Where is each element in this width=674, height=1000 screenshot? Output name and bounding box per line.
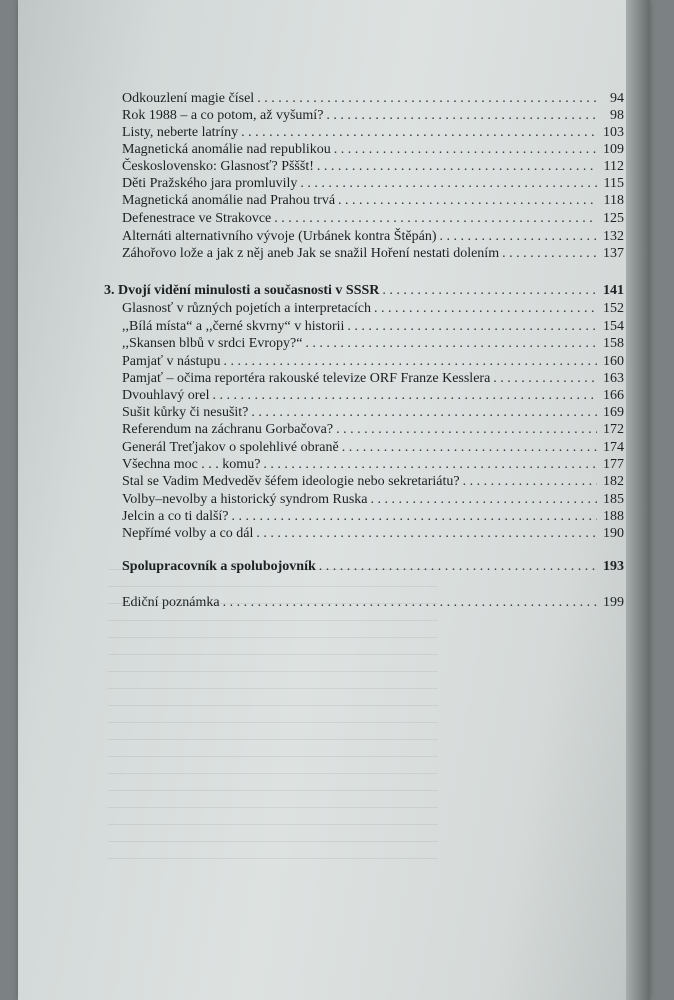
toc-entry-title: Listy, neberte latríny xyxy=(122,125,239,140)
toc-entry-title: Sušit kůrky či nesušit? xyxy=(122,405,249,420)
toc-entry xyxy=(104,508,624,526)
toc-entry-page: 190 xyxy=(603,526,624,541)
dot-leader xyxy=(224,353,597,371)
toc-entry-title: Volby–nevolby a historický syndrom Ruska xyxy=(122,492,368,507)
dot-leader xyxy=(493,370,597,388)
toc-entry xyxy=(104,404,624,422)
toc-entry-title: Jelcin a co ti další? xyxy=(122,509,229,524)
dot-leader xyxy=(274,210,597,228)
dot-leader xyxy=(232,508,597,526)
toc-entry-page: 163 xyxy=(603,371,624,386)
book-page xyxy=(18,0,650,1000)
toc-entry-page: 193 xyxy=(603,559,624,574)
toc-entry xyxy=(104,107,624,125)
toc-entry-page: 182 xyxy=(603,474,624,489)
toc-entry-page: 115 xyxy=(603,176,624,191)
dot-leader xyxy=(334,141,597,159)
toc-entry xyxy=(104,90,624,108)
toc-entry-title: Defenestrace ve Strakovce xyxy=(122,211,272,226)
toc-entry xyxy=(104,228,624,246)
toc-entry-title: Glasnosť v různých pojetích a interpretacích xyxy=(122,301,371,316)
toc-entry-page: 152 xyxy=(603,301,624,316)
toc-entry-page: 109 xyxy=(603,142,624,157)
toc-entry-page: 174 xyxy=(603,440,624,455)
dot-leader xyxy=(326,107,597,125)
toc-entry-title: Všechna moc . . . komu? xyxy=(122,457,261,472)
toc-entry-page: 125 xyxy=(603,211,624,226)
toc-entry xyxy=(104,158,624,176)
dot-leader xyxy=(223,594,597,612)
dot-leader xyxy=(317,158,597,176)
dot-leader xyxy=(256,525,597,543)
toc-entry xyxy=(104,175,624,193)
toc-entry-page: 94 xyxy=(610,91,624,106)
toc-entry-title: Stal se Vadim Medveděv šéfem ideologie nebo sekretariátu? xyxy=(122,474,460,489)
toc-entry-title: Dvouhlavý orel xyxy=(122,388,210,403)
toc-entry-title: Děti Pražského jara promluvily xyxy=(122,176,298,191)
toc-entry-title: Spolupracovník a spolubojovník xyxy=(122,559,316,574)
toc-entry-title: Záhořovo lože a jak z něj aneb Jak se snažil Hoření nestati dolením xyxy=(122,246,500,261)
toc-entry xyxy=(104,387,624,405)
toc-entry xyxy=(104,210,624,228)
toc-entry-page: 166 xyxy=(603,388,624,403)
dot-leader xyxy=(347,318,597,336)
toc-entry-title: Nepřímé volby a co dál xyxy=(122,526,254,541)
toc-entry xyxy=(104,318,624,336)
toc-entry-page: 158 xyxy=(603,336,624,351)
toc-entry xyxy=(104,370,624,388)
toc-entry-page: 112 xyxy=(603,159,624,174)
dot-leader xyxy=(212,387,597,405)
toc-entry xyxy=(104,192,624,210)
dot-leader xyxy=(263,456,597,474)
toc-entry-title: Generál Treťjakov o spolehlivé obraně xyxy=(122,440,339,455)
toc-entry-title: ,,Bílá místa“ a ,,černé skvrny“ v historii xyxy=(122,319,345,334)
toc-entry xyxy=(104,141,624,159)
dot-leader xyxy=(382,282,597,300)
toc-entry-title: Odkouzlení magie čísel xyxy=(122,91,255,106)
toc-entry-title: Magnetická anomálie nad Prahou trvá xyxy=(122,193,336,208)
toc-entry-page: 188 xyxy=(603,509,624,524)
toc-entry-title: Rok 1988 – a co potom, až vyšumí? xyxy=(122,108,324,123)
dot-leader xyxy=(319,558,597,576)
toc-entry-title: ,,Skansen blbů v srdci Evropy?“ xyxy=(122,336,303,351)
toc-entry xyxy=(104,421,624,439)
dot-leader xyxy=(305,335,597,353)
dot-leader xyxy=(374,300,597,318)
toc-entry xyxy=(104,353,624,371)
toc-entry-page: 141 xyxy=(603,283,624,298)
dot-leader xyxy=(257,90,597,108)
dot-leader xyxy=(300,175,597,193)
toc-entry-page: 185 xyxy=(603,492,624,507)
dot-leader xyxy=(241,124,597,142)
toc-entry-title: Referendum na záchranu Gorbačova? xyxy=(122,422,334,437)
toc-entry-page: 118 xyxy=(603,193,624,208)
dot-leader xyxy=(338,192,597,210)
toc-entry xyxy=(104,456,624,474)
toc-entry-title: Československo: Glasnosť? Pšššt! xyxy=(122,159,314,174)
toc-entry-page: 132 xyxy=(603,229,624,244)
dot-leader xyxy=(371,491,597,509)
toc-entry xyxy=(104,300,624,318)
toc-entry xyxy=(104,439,624,457)
toc-entry-title: Pamjať – očima reportéra rakouské televize ORF Franze Kesslera xyxy=(122,371,491,386)
dot-leader xyxy=(342,439,597,457)
dot-leader xyxy=(336,421,597,439)
toc-entry-title: Ediční poznámka xyxy=(122,595,220,610)
toc-entry xyxy=(104,124,624,142)
toc-entry-page: 172 xyxy=(603,422,624,437)
toc-entry-title: 3. Dvojí vidění minulosti a současnosti v SSSR xyxy=(104,283,380,298)
toc-entry-page: 199 xyxy=(603,595,624,610)
dot-leader xyxy=(463,473,597,491)
toc-entry xyxy=(104,473,624,491)
toc-entry-page: 154 xyxy=(603,319,624,334)
toc-entry xyxy=(104,335,624,353)
toc-entry xyxy=(104,245,624,263)
dot-leader xyxy=(251,404,597,422)
toc-entry xyxy=(104,525,624,543)
page-edge xyxy=(626,0,650,1000)
toc-entry-page: 137 xyxy=(603,246,624,261)
toc-section-heading xyxy=(104,282,624,300)
toc-entry-title: Magnetická anomálie nad republikou xyxy=(122,142,331,157)
toc-section-heading xyxy=(104,558,624,576)
dot-leader xyxy=(440,228,597,246)
toc-entry-page: 160 xyxy=(603,354,624,369)
toc-entry-page: 169 xyxy=(603,405,624,420)
toc-entry-page: 177 xyxy=(603,457,624,472)
toc-entry-page: 98 xyxy=(610,108,624,123)
toc-entry xyxy=(104,594,624,612)
toc-entry xyxy=(104,491,624,509)
toc-entry-page: 103 xyxy=(603,125,624,140)
toc-entry-title: Alternáti alternativního vývoje (Urbánek kontra Štěpán) xyxy=(122,229,437,244)
dot-leader xyxy=(502,245,597,263)
toc-entry-title: Pamjať v nástupu xyxy=(122,354,221,369)
